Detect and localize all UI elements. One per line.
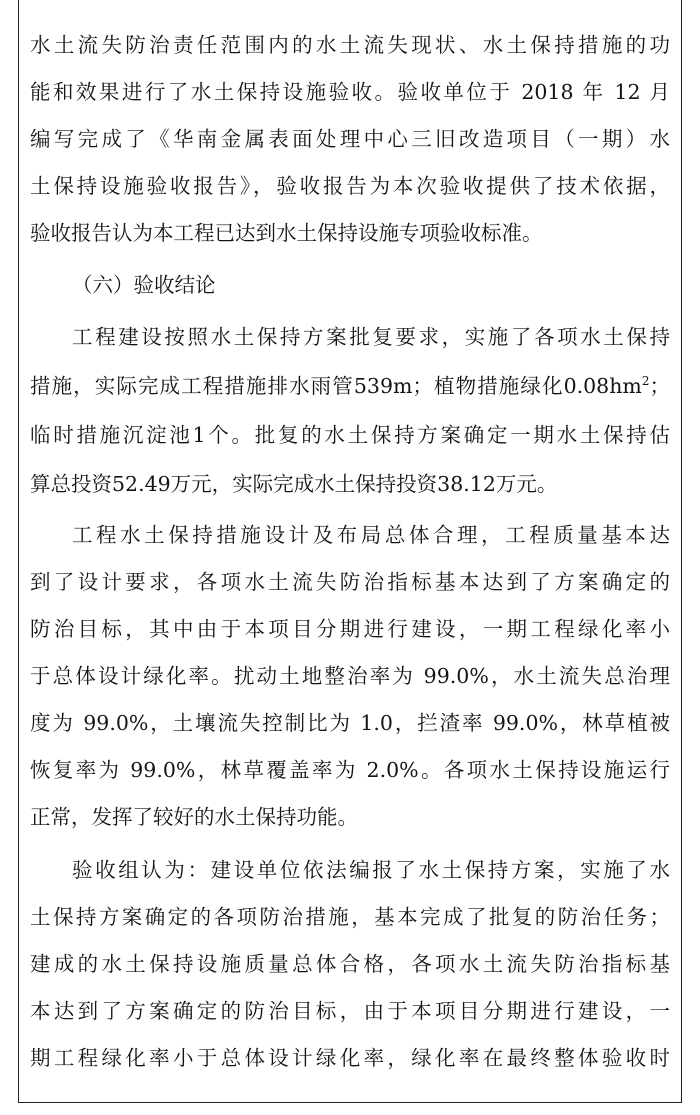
text-line: 于总体设计绿化率。扰动土地整治率为 99.0%，水土流失总治理 — [30, 664, 670, 688]
text-line: 验收组认为：建设单位依法编报了水土保持方案，实施了水 — [72, 858, 670, 882]
text-line: 水土流失防治责任范围内的水土流失现状、水土保持措施的功 — [30, 33, 670, 57]
text-line: 度为 99.0%，土壤流失控制比为 1.0，拦渣率 99.0%，林草植被 — [30, 711, 670, 735]
text-line: 验收报告认为本工程已达到水土保持设施专项验收标准。 — [30, 221, 543, 245]
text-line-with-superscript — [30, 373, 670, 399]
text-line: 防治目标，其中由于本项目分期进行建设，一期工程绿化率小 — [30, 617, 670, 641]
text-line: 正常，发挥了较好的水土保持功能。 — [30, 805, 358, 829]
text-line: 土保持方案确定的各项防治措施，基本完成了批复的防治任务； — [30, 905, 670, 929]
text-line: 建成的水土保持设施质量总体合格，各项水土流失防治指标基 — [30, 952, 670, 976]
text-line: 算总投资52.49万元，实际完成水土保持投资38.12万元。 — [30, 472, 558, 496]
text-line: 本达到了方案确定的防治目标，由于本项目分期进行建设，一 — [30, 999, 670, 1023]
page-border — [18, 0, 682, 1103]
text-line: 土保持设施验收报告》，验收报告为本次验收提供了技术依据， — [30, 174, 670, 198]
text-line: 工程水土保持措施设计及布局总体合理，工程质量基本达 — [72, 523, 670, 547]
text-run: 措施，实际完成工程措施排水雨管539m；植物措施绿化0.08hm — [30, 374, 642, 398]
text-line: 恢复率为 99.0%，林草覆盖率为 2.0%。各项水土保持设施运行 — [30, 758, 670, 782]
text-line: 工程建设按照水土保持方案批复要求，实施了各项水土保持 — [72, 325, 670, 349]
text-line: 编写完成了《华南金属表面处理中心三旧改造项目（一期）水 — [30, 127, 670, 151]
text-line: 能和效果进行了水土保持设施验收。验收单位于 2018 年 12 月 — [30, 80, 670, 104]
superscript: 2 — [641, 374, 650, 389]
text-line: 期工程绿化率小于总体设计绿化率，绿化率在最终整体验收时 — [30, 1046, 670, 1070]
text-run: ； — [649, 374, 670, 398]
text-line: 临时措施沉淀池1个。批复的水土保持方案确定一期水土保持估 — [30, 423, 670, 447]
text-line: 到了设计要求，各项水土流失防治指标基本达到了方案确定的 — [30, 570, 670, 594]
section-heading: （六）验收结论 — [72, 273, 216, 297]
